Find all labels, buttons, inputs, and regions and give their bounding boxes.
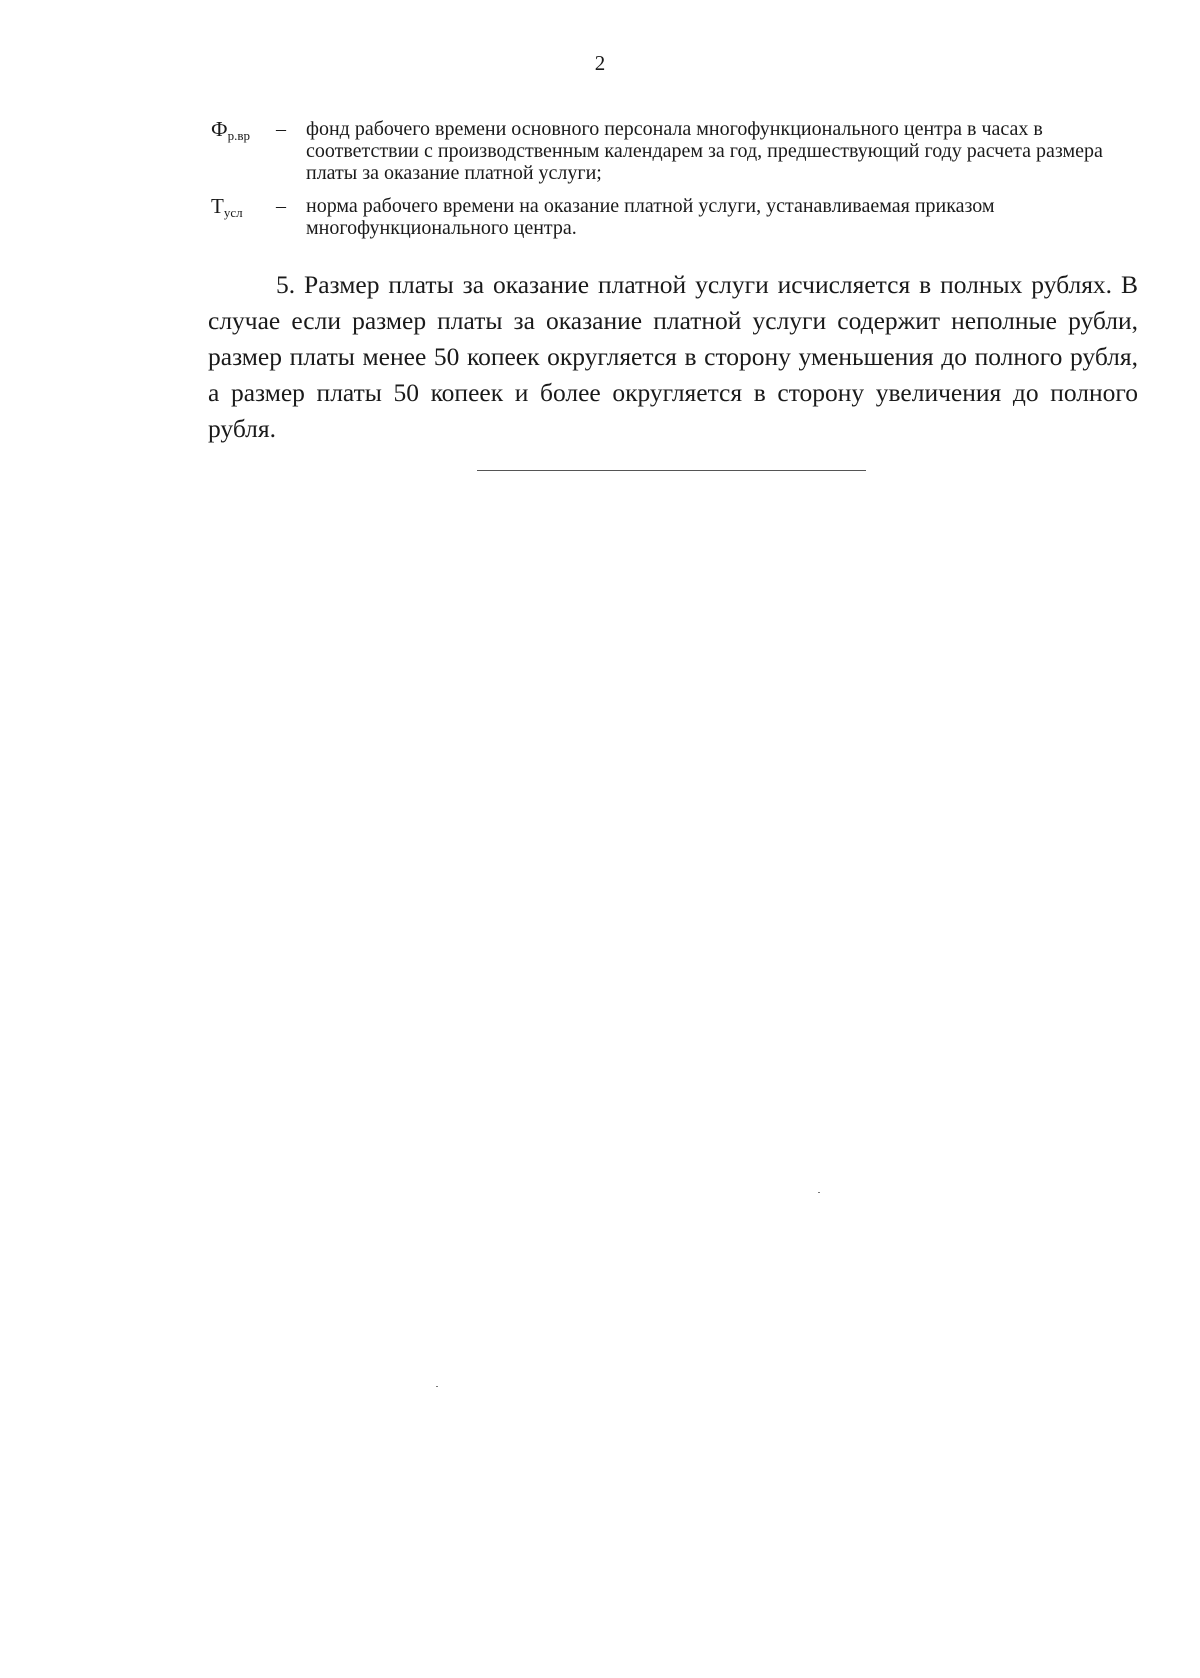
definition-dash: – [276,195,286,217]
definition-item [211,118,1146,184]
definitions-list [211,118,1146,250]
definition-symbol [211,118,276,143]
end-of-document-rule [477,470,866,471]
symbol-main: Ф [211,117,228,141]
symbol-subscript: усл [223,205,243,220]
symbol-subscript: р.вр [227,128,250,143]
definition-symbol [211,195,276,220]
symbol-main: Т [211,194,224,218]
page-number: 2 [594,51,606,75]
scan-speck [436,1386,438,1387]
definition-item [211,195,1146,239]
definition-text: фонд рабочего времени основного персонала многофункционального центра в часах в соответствии с производственным календарем за год, предшествующий году расчета размера платы за оказание платной услуги; [306,118,1103,184]
paragraph-5: 5. Размер платы за оказание платной услуги исчисляется в полных рублях. В случае если размер платы за оказание платной услуги содержит неполные рубли, размер платы менее 50 копеек округляется в сторону уменьшения до полного рубля, а размер платы 50 копеек и более округляется в сторону увеличения до полного рубля. [208,270,1138,443]
definition-dash: – [276,118,286,140]
scan-speck [818,1192,820,1193]
definition-text: норма рабочего времени на оказание платной услуги, устанавливаемая приказом многофункционального центра. [306,195,995,239]
